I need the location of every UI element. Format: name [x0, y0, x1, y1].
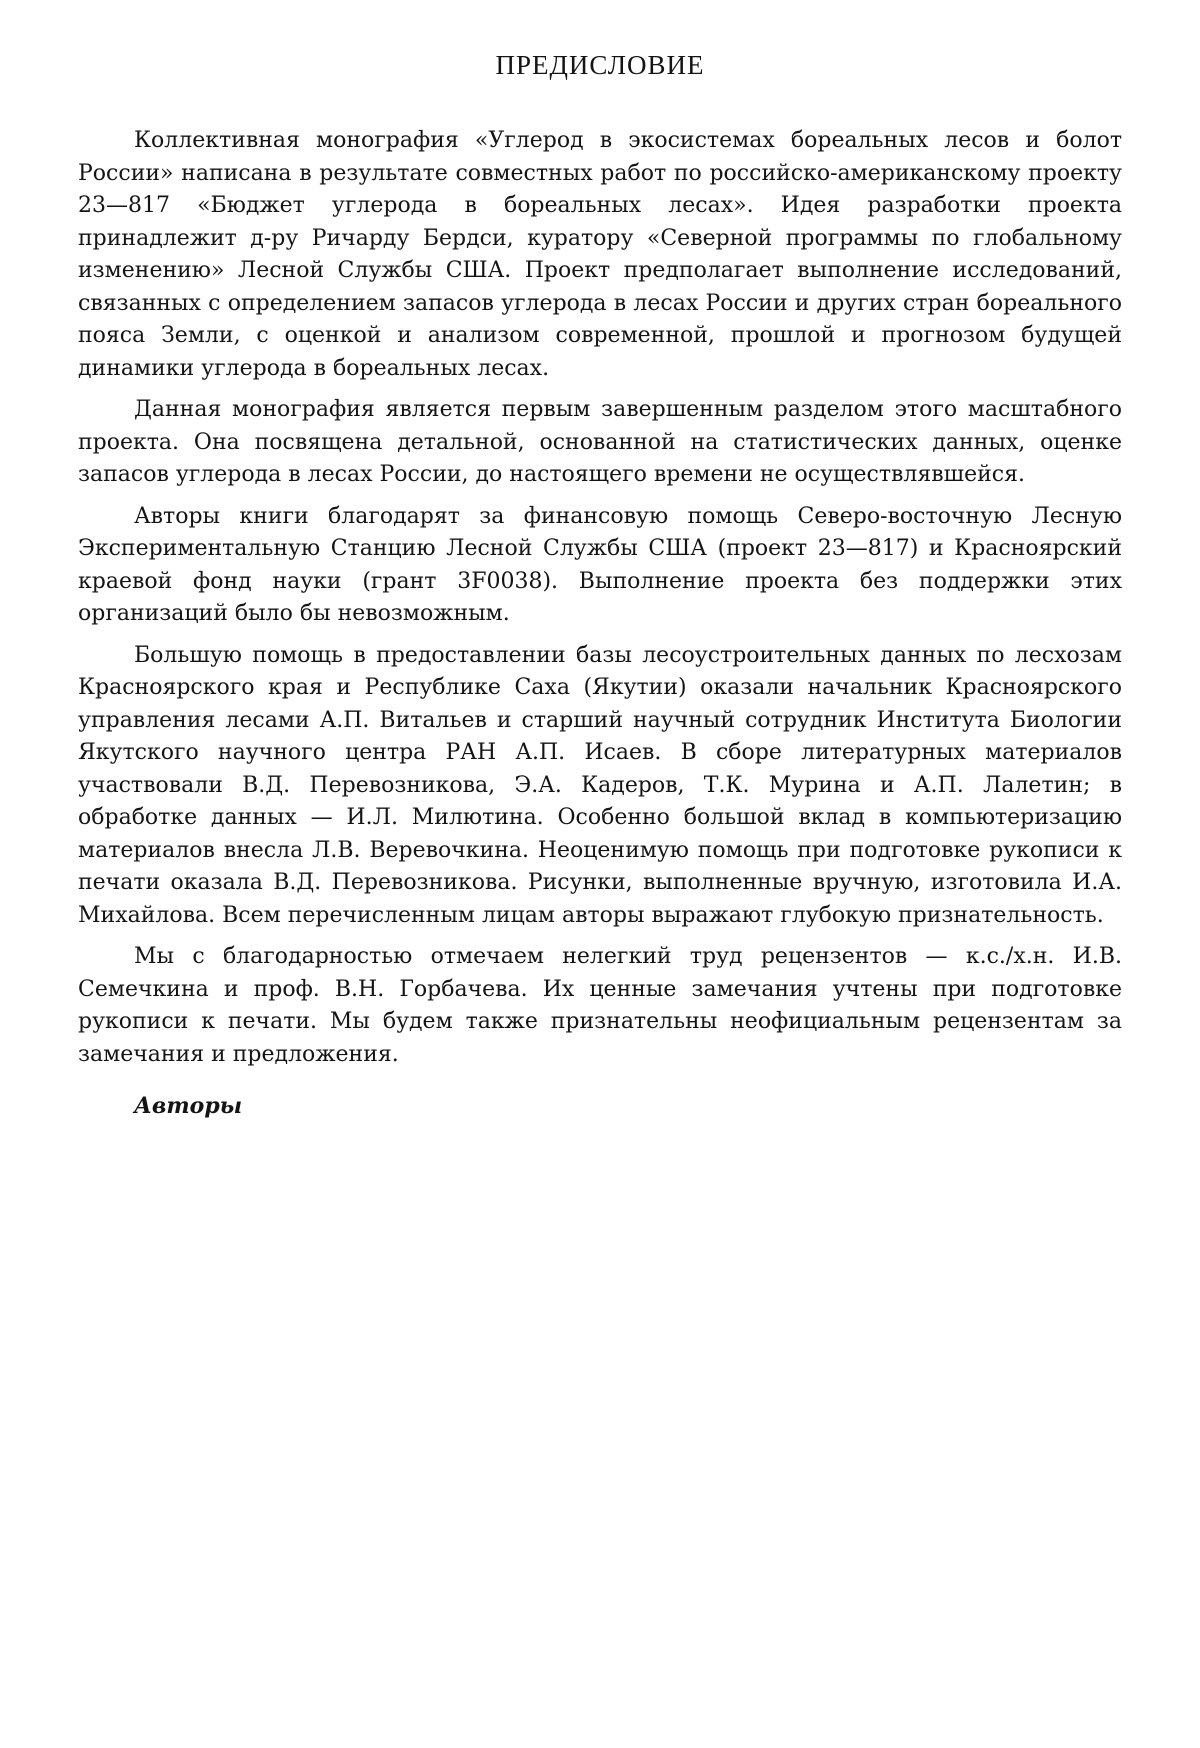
paragraph-funding-thanks: Авторы книги благодарят за финансовую помощь Северо-восточную Лесную Экспериментальную Станцию Лесной Службы США (проект 23—817) и Красноярский краевой фонд науки (грант 3F0038). Выполнение проекта без поддержки этих организаций было бы невозможным.	[78, 503, 1122, 626]
paragraph-monograph-scope: Данная монография является первым завершенным разделом этого масштабного проекта. Она посвящена детальной, основанной на статистических данных, оценке запасов углерода в лесах России, до настоящего времени не осуществлявшейся.	[78, 397, 1122, 487]
page-title: ПРЕДИСЛОВИЕ	[495, 50, 705, 80]
authors-signature: Авторы	[134, 1093, 243, 1119]
paragraph-contributors-thanks: Большую помощь в предоставлении базы лесоустроительных данных по лесхозам Красноярского края и Республике Саха (Якутии) оказали начальник Красноярского управления лесами А.П. Витальев и старший научный сотрудник Института Биологии Якутского научного центра РАН А.П. Исаев. В сборе литературных материалов участвовали В.Д. Перевозникова, Э.А. Кадеров, Т.К. Мурина и А.П. Лалетин; в обработке данных — И.Л. Милютина. Особенно большой вклад в компьютеризацию материалов внесла Л.В. Веревочкина. Неоценимую помощь при подготовке рукописи к печати оказала В.Д. Перевозникова. Рисунки, выполненные вручную, изготовила И.А. Михайлова. Всем перечисленным лицам авторы выражают глубокую признательность.	[78, 642, 1122, 928]
paragraph-project-intro: Коллективная монография «Углерод в экосистемах бореальных лесов и болот России» написана в результате совместных работ по российско-американскому проекту 23—817 «Бюджет углерода в бореальных лесах». Идея разработки проекта принадлежит д-ру Ричарду Бердси, куратору «Северной программы по глобальному изменению» Лесной Службы США. Проект предполагает выполнение исследований, связанных с определением запасов углерода в лесах России и других стран бореального пояса Земли, с оценкой и анализом современной, прошлой и прогнозом будущей динамики углерода в бореальных лесах.	[78, 128, 1122, 381]
paragraph-reviewers-thanks: Мы с благодарностью отмечаем нелегкий труд рецензентов — к.с./х.н. И.В. Семечкина и проф. В.Н. Горбачева. Их ценные замечания учтены при подготовке рукописи к печати. Мы будем также признательны неофициальным рецензентам за замечания и предложения.	[78, 944, 1122, 1067]
document-page	[78, 50, 1122, 1119]
